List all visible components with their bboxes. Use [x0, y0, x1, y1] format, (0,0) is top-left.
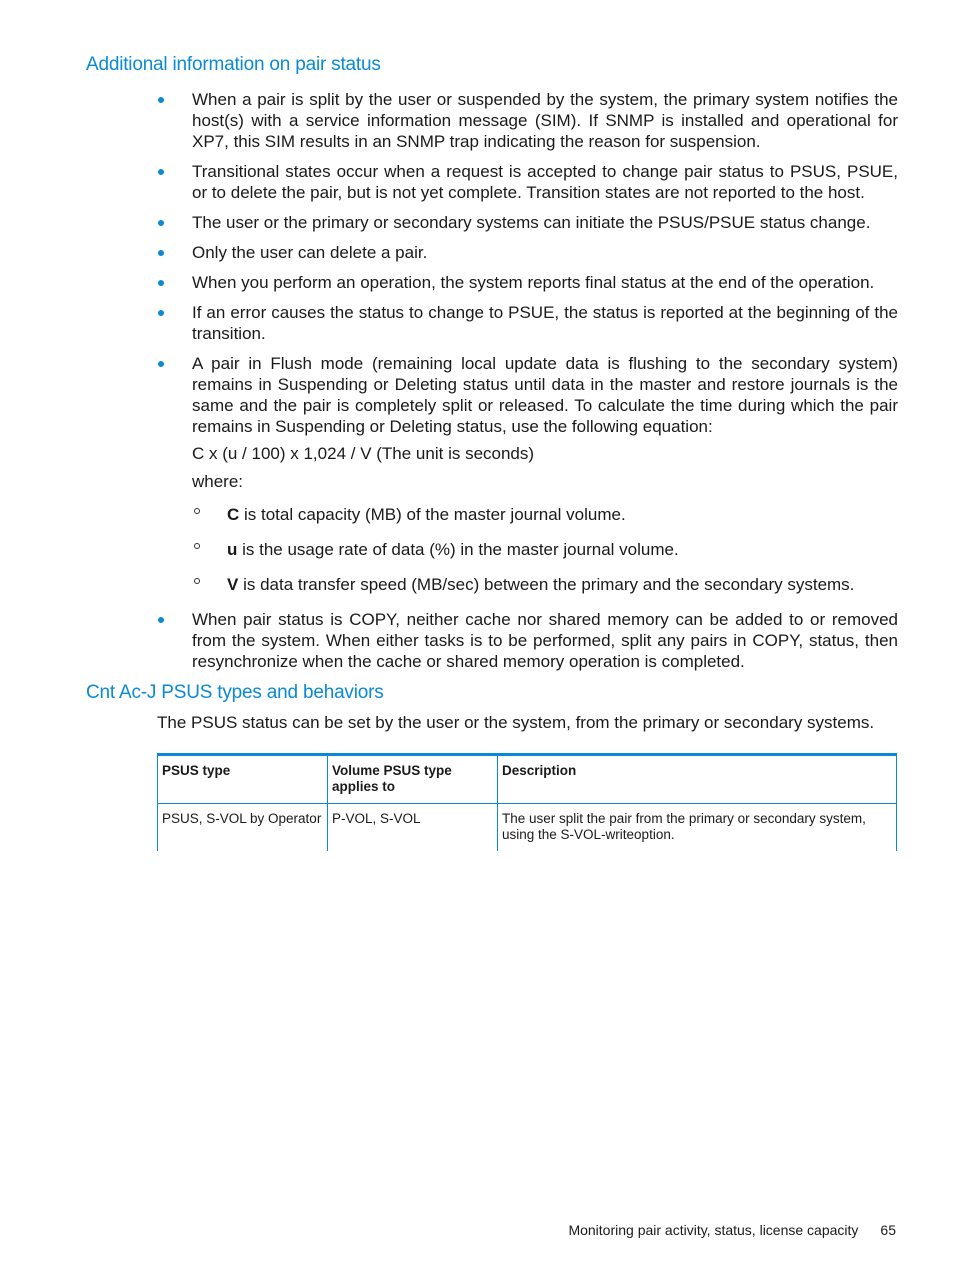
table-cell: The user split the pair from the primary or secondary system, using the S-VOL-writeoption. — [498, 804, 897, 852]
where-label: where: — [192, 472, 244, 491]
table-cell: PSUS, S-VOL by Operator — [158, 804, 328, 852]
table-cell: P-VOL, S-VOL — [328, 804, 498, 852]
variable-item: C is total capacity (MB) of the master journal volume. — [192, 504, 898, 525]
sub-bullet-icon — [194, 543, 200, 549]
column-header: Description — [498, 755, 897, 804]
bullet-icon — [158, 220, 164, 226]
bullet-icon — [158, 310, 164, 316]
table-header-row — [158, 755, 897, 804]
list-item: When a pair is split by the user or suspended by the system, the primary system notifies the host(s) with a service information message (SIM). If SNMP is installed and operational for XP7, this SIM results in an SNMP trap indicating the reason for suspension. — [156, 89, 898, 152]
bullet-icon — [158, 617, 164, 623]
column-header: PSUS type — [158, 755, 328, 804]
variable-list — [192, 504, 898, 595]
bullet-icon — [158, 280, 164, 286]
bullet-icon — [158, 169, 164, 175]
footer-title: Monitoring pair activity, status, license capacity — [568, 1222, 859, 1238]
list-item: Transitional states occur when a request is accepted to change pair status to PSUS, PSUE, or to delete the pair, but is not yet complete. Transition states are not reported to the host. — [156, 161, 898, 203]
section-heading-pair-status: Additional information on pair status — [86, 54, 381, 75]
sub-bullet-icon — [194, 578, 200, 584]
psus-types-table — [157, 753, 897, 851]
list-item: A pair in Flush mode (remaining local update data is flushing to the secondary system) remains in Suspending or Deleting status until data in the master and restore journals is the same and the pair is completely split or released. To calculate the time during which the pair remains in Suspending or Deleting status, use the following equation: C x (u / 100) x 1,024 / V (The unit is seconds) where: C is total capacity (MB) of the master journal volume. u is the usage rate of data (%) in the master journal volume. V is data transfer speed (MB/sec) between the primary and the secondary systems. — [156, 353, 898, 595]
list-item: The user or the primary or secondary systems can initiate the PSUS/PSUE status change. — [156, 212, 898, 233]
list-item: Only the user can delete a pair. — [156, 242, 898, 263]
bullet-icon — [158, 361, 164, 367]
equation: C x (u / 100) x 1,024 / V (The unit is seconds) — [192, 444, 535, 463]
list-item: If an error causes the status to change to PSUE, the status is reported at the beginning of the transition. — [156, 302, 898, 344]
table-row — [158, 804, 897, 852]
list-item: When you perform an operation, the system reports final status at the end of the operation. — [156, 272, 898, 293]
variable-item: V is data transfer speed (MB/sec) between the primary and the secondary systems. — [192, 574, 898, 595]
psus-intro-text: The PSUS status can be set by the user or the system, from the primary or secondary systems. — [157, 713, 875, 732]
variable-item: u is the usage rate of data (%) in the master journal volume. — [192, 539, 898, 560]
page-number: 65 — [880, 1222, 896, 1238]
bullet-icon — [158, 250, 164, 256]
bullet-icon — [158, 97, 164, 103]
sub-bullet-icon — [194, 508, 200, 514]
column-header: Volume PSUS type applies to — [328, 755, 498, 804]
section-heading-psus-types: Cnt Ac-J PSUS types and behaviors — [86, 682, 384, 703]
pair-status-bullet-list — [156, 89, 898, 681]
page-footer — [568, 1222, 896, 1238]
list-item: When pair status is COPY, neither cache nor shared memory can be added to or removed from the system. When either tasks is to be performed, split any pairs in COPY, status, then resynchronize when the cache or shared memory operation is completed. — [156, 609, 898, 672]
